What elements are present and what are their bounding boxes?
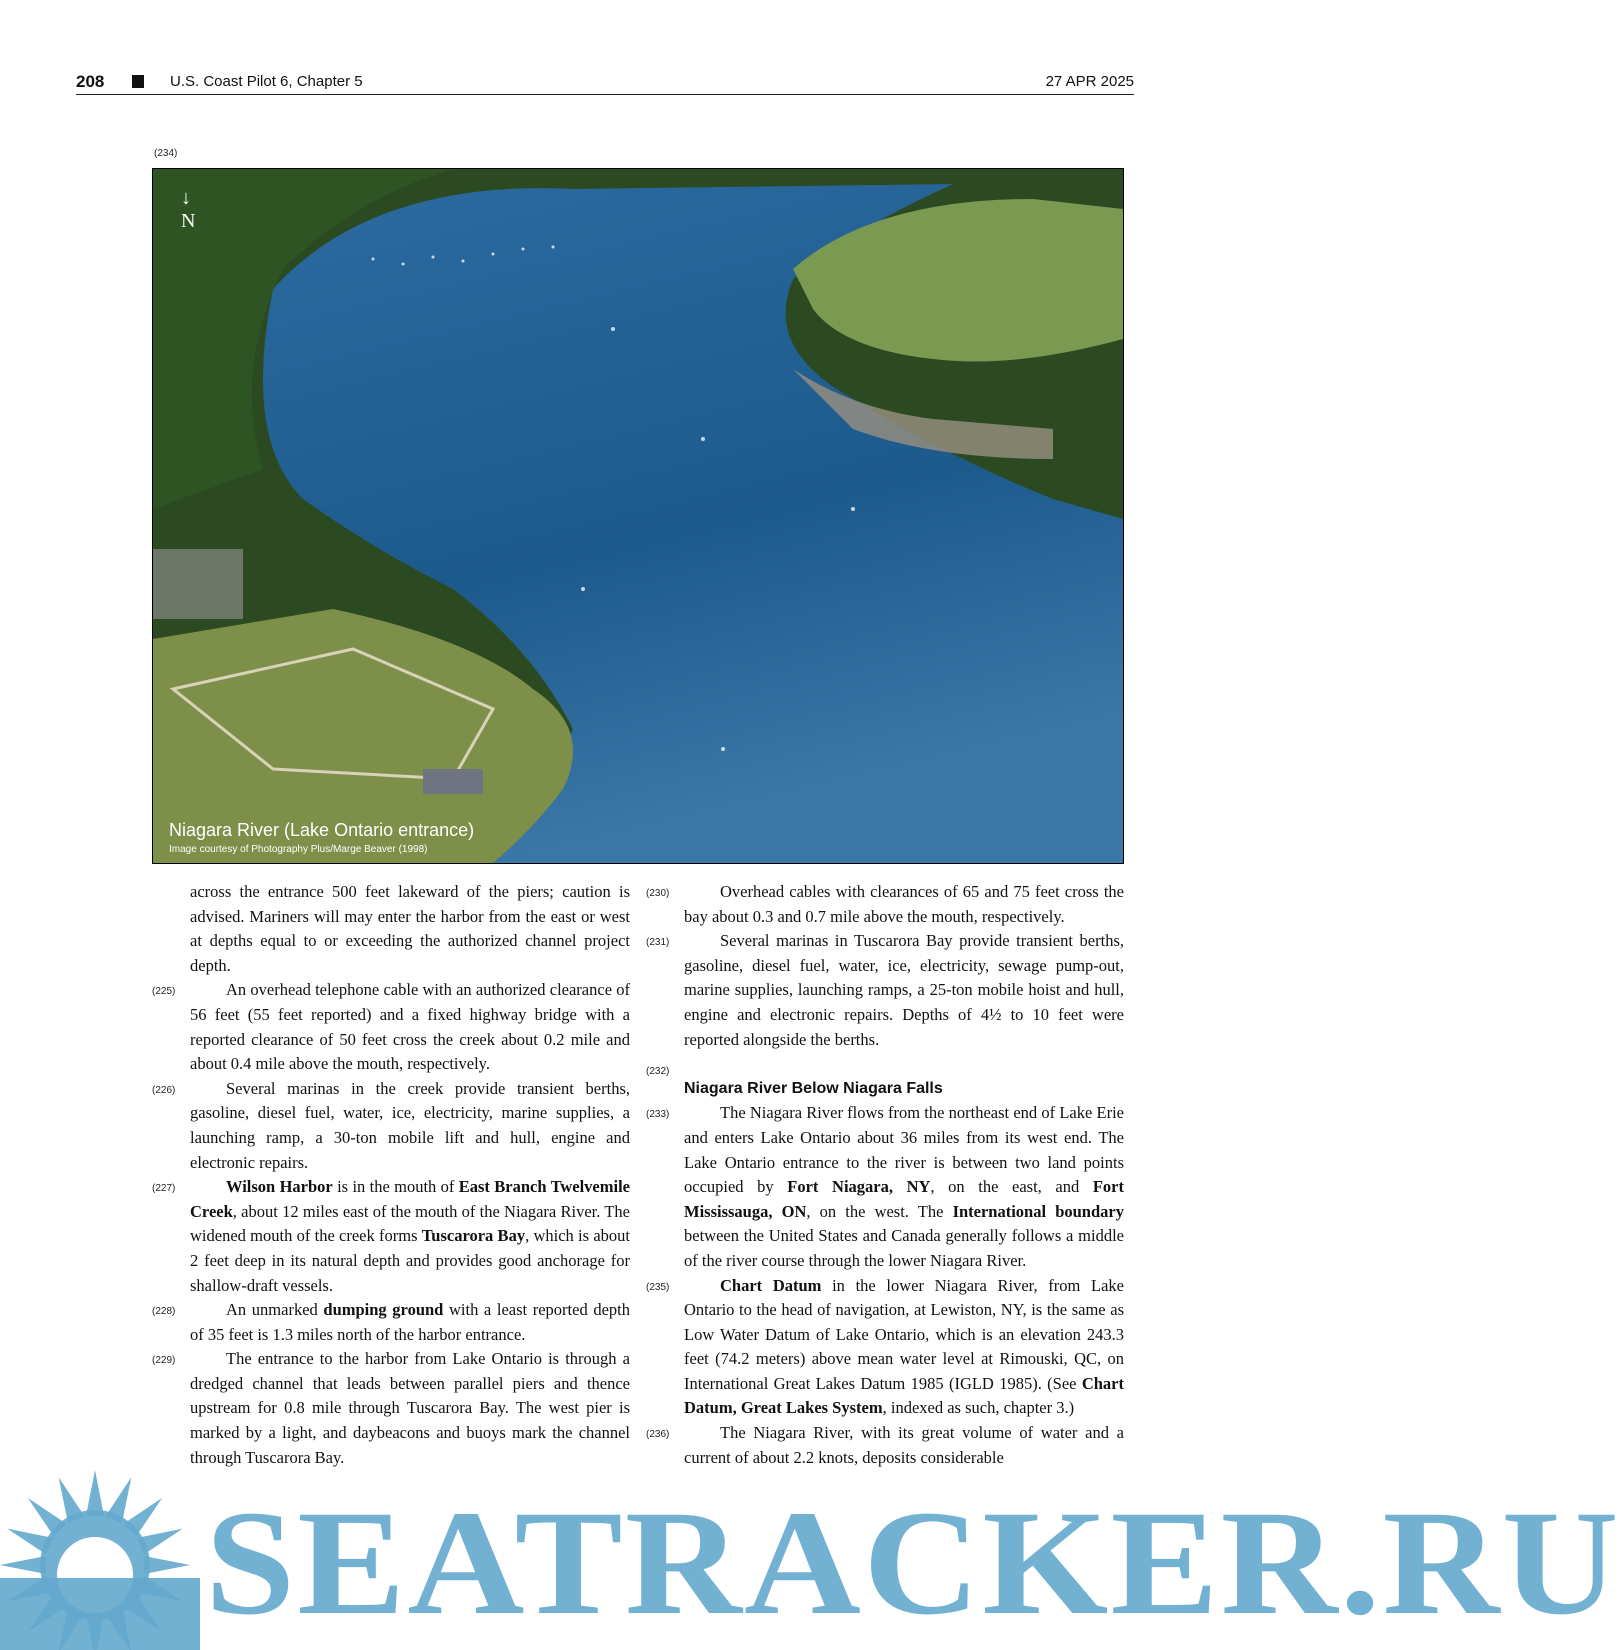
bold-term: Wilson Harbor	[226, 1177, 333, 1197]
sun-ray	[28, 1593, 67, 1632]
paragraph-number: (229)	[152, 1355, 176, 1367]
bold-term: East Branch Twelvemile Creek	[190, 1177, 630, 1221]
bold-term: dumping ground	[323, 1300, 444, 1320]
paragraph	[646, 1274, 1124, 1422]
text-run: , about 12 miles east of the mouth of the Niagara River. The widened mouth of the creek forms	[190, 1201, 630, 1246]
sun-ray	[7, 1576, 53, 1602]
paragraph	[152, 978, 630, 1076]
text-run: The entrance to the harbor from Lake Ontario is through a dredged channel that leads between parallel piers and thence upstream for 0.8 mile through Tuscarora Bay. The west pier is marked by a light, and daybeacons and buoys mark the channel through Tuscarora Bay.	[190, 1349, 630, 1467]
bold-term: Chart Datum, Great Lakes System	[684, 1373, 1124, 1418]
paragraph-number: (228)	[152, 1306, 176, 1318]
bold-term: International boundary	[952, 1201, 1124, 1221]
text-run: The Niagara River, with its great volume of water and a current of about 2.2 knots, deposits considerable	[684, 1423, 1124, 1467]
running-header	[76, 70, 1134, 95]
bold-term: Fort Mississauga, ON	[684, 1177, 1124, 1221]
paragraph	[646, 1101, 1124, 1273]
sun-ray	[28, 1498, 67, 1537]
paragraph-number: (232)	[646, 1066, 670, 1078]
sun-ray	[106, 1607, 132, 1650]
text-run: is in the mouth of	[332, 1177, 459, 1197]
paragraph	[190, 880, 630, 978]
watermark-text: SEATRACKER.RU	[205, 1480, 1621, 1646]
text-run: , on the west. The	[806, 1201, 953, 1221]
sun-ray	[106, 1477, 132, 1523]
paragraph-number: (225)	[152, 986, 176, 998]
text-run: between the United States and Canada generally follows a middle of the river course through the lower Niagara River.	[684, 1226, 1124, 1270]
sun-ray	[59, 1477, 85, 1523]
paragraph-number: (227)	[152, 1183, 176, 1195]
sun-ray	[59, 1607, 85, 1650]
paragraph	[646, 1421, 1124, 1470]
sun-ray	[137, 1529, 183, 1555]
bold-term: Chart Datum	[720, 1275, 822, 1295]
paragraph	[152, 1298, 630, 1347]
photo-caption: Niagara River (Lake Ontario entrance)	[169, 820, 475, 840]
sun-ray	[144, 1556, 190, 1574]
text-run: An overhead telephone cable with an authorized clearance of 56 feet (55 feet reported) and a fixed highway bridge with a reported clearance of 50 feet cross the creek about 0.2 mile and about 0.4 mile above the mouth, respectively.	[190, 980, 630, 1074]
photo-credit: Image courtesy of Photography Plus/Marge Beaver (1998)	[169, 844, 428, 855]
text-run: The Niagara River flows from the northeast end of Lake Erie and enters Lake Ontario about 36 miles from its west end. The Lake Ontario entrance to the river is between two land points occupied by	[684, 1103, 1124, 1197]
sun-ray	[86, 1470, 104, 1516]
bold-term: Fort Niagara, NY	[787, 1177, 931, 1197]
sun-ray	[123, 1593, 162, 1632]
text-run: Overhead cables with clearances of 65 and 75 feet cross the bay about 0.3 and 0.7 mile above the mouth, respectively.	[684, 882, 1124, 926]
paragraph-number: (231)	[646, 937, 670, 949]
left-column	[152, 880, 630, 1470]
text-run: Several marinas in the creek provide transient berths, gasoline, diesel fuel, water, ice, electricity, marine supplies, a launching ramp, a 30-ton mobile lift and hull, engine and electronic repairs.	[190, 1078, 630, 1172]
header-square-marker	[132, 75, 144, 88]
paragraph	[152, 1175, 630, 1298]
text-run: Several marinas in Tuscarora Bay provide transient berths, gasoline, diesel fuel, water, ice, electricity, sewage pump-out, marine supplies, launching ramps, a 25-ton mobile hoist and hull, engine and electronic repairs. Depths of 4½ to 10 feet were reported alongside the berths.	[684, 931, 1124, 1049]
aerial-photo	[152, 168, 1124, 864]
text-run: , which is about 2 feet deep in its natural depth and provides good anchorage for shallow-draft vessels.	[190, 1226, 630, 1295]
paragraph	[646, 880, 1124, 929]
paragraph	[152, 1077, 630, 1175]
header-title: U.S. Coast Pilot 6, Chapter 5	[170, 73, 363, 90]
paragraph-number: (235)	[646, 1281, 670, 1293]
sun-ray	[137, 1576, 183, 1602]
text-run: in the lower Niagara River, from Lake Ontario to the head of navigation, at Lewiston, NY, is the same as Low Water Datum of Lake Ontario, which is an elevation 243.3 feet (74.2 meters) above mean water level at Rimouski, QC, on International Great Lakes Datum 1985 (IGLD 1985). (See	[684, 1275, 1124, 1393]
page-number: 208	[76, 72, 105, 91]
section-spacer	[646, 1052, 1124, 1078]
photo-illustration	[153, 169, 1123, 863]
bold-term: Tuscarora Bay	[421, 1226, 526, 1246]
section-heading: Niagara River Below Niagara Falls	[684, 1079, 943, 1097]
text-run: across the entrance 500 feet lakeward of the piers; caution is advised. Mariners will may enter the harbor from the east or west at depths equal to or exceeding the authorized channel project depth.	[190, 882, 630, 975]
paragraph-number: (236)	[646, 1429, 670, 1441]
sun-ray	[7, 1529, 53, 1555]
paragraph-number: (233)	[646, 1109, 670, 1121]
sun-ray	[0, 1556, 46, 1574]
right-column	[646, 880, 1124, 1470]
header-date: 27 APR 2025	[1045, 73, 1134, 90]
paragraph-number: (230)	[646, 888, 670, 899]
sun-ray	[86, 1614, 104, 1650]
paragraph	[646, 929, 1124, 1052]
text-run: , indexed as such, chapter 3.)	[882, 1398, 1075, 1418]
paragraph-number: (226)	[152, 1084, 176, 1096]
sun-ray	[123, 1498, 162, 1537]
paragraph	[152, 1347, 630, 1470]
text-run: An unmarked	[226, 1300, 324, 1320]
north-arrow-icon: ↓ N	[181, 187, 196, 232]
figure-number: (234)	[154, 148, 178, 159]
text-run: , on the east, and	[930, 1177, 1093, 1197]
north-label: N	[181, 210, 196, 232]
text-run: with a least reported depth of 35 feet is 1.3 miles north of the harbor entrance.	[190, 1300, 630, 1344]
